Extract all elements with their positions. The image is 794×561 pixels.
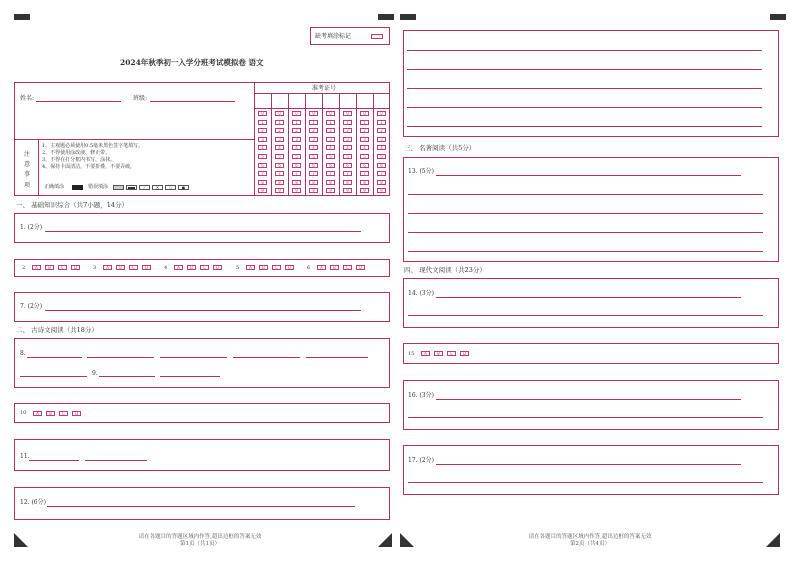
exam-digit-bubble[interactable]: 5 xyxy=(360,154,369,159)
note-2: 2、不得使用涂改液、修正带。 xyxy=(42,150,111,156)
info-vertical-divider xyxy=(254,82,255,196)
exam-digit-bubble[interactable]: 1 xyxy=(360,120,369,125)
mc-option-a[interactable]: A xyxy=(103,265,112,270)
q12-answer-line[interactable] xyxy=(47,506,355,507)
mc-option-b[interactable]: B xyxy=(259,265,268,270)
registration-mark-top-center-right xyxy=(400,14,416,20)
exam-digit-bubble[interactable]: 9 xyxy=(258,188,267,193)
exam-digit-bubble[interactable]: 1 xyxy=(292,120,301,125)
note-4: 4、保持卡面清洁，不要折叠，不要弄破。 xyxy=(42,164,136,170)
mc-option-c[interactable]: C xyxy=(129,265,138,270)
exam-digit-bubble[interactable]: 7 xyxy=(275,171,284,176)
exam-digit-bubble[interactable]: 6 xyxy=(292,163,301,168)
exam-grid-column-divider xyxy=(322,93,323,196)
mc-option-d[interactable]: D xyxy=(142,265,151,270)
exam-digit-bubble[interactable]: 2 xyxy=(292,128,301,133)
left-footer xyxy=(100,534,300,549)
section-2-heading: 二、 古诗文阅读（共18分） xyxy=(16,326,98,334)
exam-grid-column-divider xyxy=(356,93,357,196)
mc-option-d[interactable]: D xyxy=(71,265,80,270)
exam-digit-bubble[interactable]: 2 xyxy=(343,128,352,133)
wrong-fill-sample-circle: ○ xyxy=(165,185,176,190)
q12-continuation-line[interactable] xyxy=(407,69,762,70)
exam-digit-bubble[interactable]: 1 xyxy=(326,120,335,125)
exam-digit-bubble[interactable]: 4 xyxy=(343,145,352,150)
exam-digit-bubble[interactable]: 2 xyxy=(377,128,386,133)
mc-option-c[interactable]: C xyxy=(58,265,67,270)
exam-digit-bubble[interactable]: 6 xyxy=(309,163,318,168)
q17-line-1[interactable] xyxy=(436,464,741,465)
q8-line-3[interactable] xyxy=(160,357,227,358)
q10-option-d[interactable]: D xyxy=(72,411,81,416)
left-footer-notice: 请在各题目的答题区域内作答,超出边框的答案无效 xyxy=(138,534,262,540)
class-field[interactable] xyxy=(150,101,235,102)
exam-digit-bubble[interactable]: 1 xyxy=(275,120,284,125)
exam-digit-bubble[interactable]: 9 xyxy=(326,188,335,193)
exam-digit-bubble[interactable]: 8 xyxy=(377,180,386,185)
section-4-heading: 四、 现代文阅读（共23分） xyxy=(404,266,486,274)
absent-mark-bubble[interactable] xyxy=(371,34,383,39)
q12-label: 12. (6分) xyxy=(20,499,46,506)
q15-option-a[interactable]: A xyxy=(421,351,430,356)
exam-digit-bubble[interactable]: 4 xyxy=(258,145,267,150)
left-footer-page: 第1页（共1页） xyxy=(180,541,220,548)
mc-question-number: 4 xyxy=(164,265,168,271)
exam-digit-bubble[interactable]: 6 xyxy=(258,163,267,168)
q10-option-b[interactable]: B xyxy=(46,411,55,416)
q8-line-2[interactable] xyxy=(87,357,154,358)
exam-digit-bubble[interactable]: 4 xyxy=(377,145,386,150)
exam-digit-bubble[interactable]: 9 xyxy=(377,188,386,193)
mc-question-number: 3 xyxy=(93,265,97,271)
mc-option-d[interactable]: D xyxy=(356,265,365,270)
exam-digit-bubble[interactable]: 8 xyxy=(326,180,335,185)
wrong-fill-sample-half xyxy=(113,185,124,190)
registration-mark-top-center-left xyxy=(378,14,394,20)
q8-line-5[interactable] xyxy=(306,357,368,358)
registration-mark-top-right xyxy=(770,14,786,20)
q15-box xyxy=(403,343,779,364)
exam-digit-bubble[interactable]: 0 xyxy=(309,111,318,116)
section-3-heading: 三、 名著阅读（共5分） xyxy=(404,144,476,152)
mc-option-c[interactable]: C xyxy=(200,265,209,270)
exam-digit-bubble[interactable]: 5 xyxy=(377,154,386,159)
q11-box xyxy=(14,439,390,471)
mc-option-a[interactable]: A xyxy=(246,265,255,270)
mc-option-c[interactable]: C xyxy=(343,265,352,270)
exam-digit-bubble[interactable]: 5 xyxy=(343,154,352,159)
q12-continuation-line[interactable] xyxy=(407,50,762,51)
exam-digit-bubble[interactable]: 7 xyxy=(309,171,318,176)
exam-grid-column-divider xyxy=(271,93,272,196)
mc-question-number: 6 xyxy=(307,265,311,271)
q10-label: 10 xyxy=(20,410,27,416)
q14-label: 14. (3分) xyxy=(408,290,434,297)
q8-label: 8. xyxy=(20,350,26,357)
wrong-fill-sample-cross: ✕ xyxy=(152,185,163,190)
q16-label: 16. (3分) xyxy=(408,392,434,399)
q15-option-c[interactable]: C xyxy=(447,351,456,356)
q9-label: 9. xyxy=(92,370,98,377)
q10-option-a[interactable]: A xyxy=(33,411,42,416)
q7-label: 7. (2分) xyxy=(20,303,43,310)
exam-digit-bubble[interactable]: 5 xyxy=(258,154,267,159)
exam-digit-bubble[interactable]: 3 xyxy=(326,137,335,142)
q8-line-6[interactable] xyxy=(20,376,87,377)
exam-digit-bubble[interactable]: 2 xyxy=(258,128,267,133)
exam-digit-bubble[interactable]: 6 xyxy=(343,163,352,168)
exam-digit-bubble[interactable]: 1 xyxy=(343,120,352,125)
exam-digit-bubble[interactable]: 5 xyxy=(292,154,301,159)
q1-answer-line[interactable] xyxy=(45,231,361,232)
exam-digit-bubble[interactable]: 8 xyxy=(292,180,301,185)
exam-digit-bubble[interactable]: 4 xyxy=(360,145,369,150)
q7-box xyxy=(14,292,390,322)
exam-digit-bubble[interactable]: 0 xyxy=(275,111,284,116)
exam-digit-bubble[interactable]: 8 xyxy=(343,180,352,185)
exam-digit-bubble[interactable]: 9 xyxy=(275,188,284,193)
exam-digit-bubble[interactable]: 1 xyxy=(309,120,318,125)
exam-digit-bubble[interactable]: 3 xyxy=(275,137,284,142)
exam-digit-bubble[interactable]: 0 xyxy=(377,111,386,116)
q13-box xyxy=(403,157,779,262)
exam-grid-column-divider xyxy=(305,93,306,196)
exam-digit-bubble[interactable]: 8 xyxy=(258,180,267,185)
q12-continuation-line[interactable] xyxy=(407,88,762,89)
exam-digit-bubble[interactable]: 8 xyxy=(360,180,369,185)
correct-fill-label: 正确填涂 xyxy=(44,184,65,190)
q13-line-4[interactable] xyxy=(408,232,763,233)
exam-digit-bubble[interactable]: 1 xyxy=(377,120,386,125)
exam-digit-bubble[interactable]: 0 xyxy=(343,111,352,116)
right-footer xyxy=(490,534,690,549)
mc-option-b[interactable]: B xyxy=(116,265,125,270)
q11-label: 11. xyxy=(20,453,30,460)
q13-label: 13. (5分) xyxy=(408,168,434,175)
q14-line-1[interactable] xyxy=(436,297,741,298)
exam-digit-bubble[interactable]: 3 xyxy=(292,137,301,142)
exam-digit-bubble[interactable]: 6 xyxy=(360,163,369,168)
registration-triangle-bottom-center-right xyxy=(400,533,414,547)
correct-fill-sample xyxy=(72,185,83,190)
right-footer-notice: 请在各题目的答题区域内作答,超出边框的答案无效 xyxy=(528,534,652,540)
name-label: 姓名: xyxy=(20,95,35,102)
q15-label: 15 xyxy=(408,351,415,357)
mc-option-d[interactable]: D xyxy=(213,265,222,270)
exam-digit-bubble[interactable]: 8 xyxy=(309,180,318,185)
exam-digit-bubble[interactable]: 2 xyxy=(275,128,284,133)
wrong-fill-sample-dot: ● xyxy=(178,185,189,190)
q1-label: 1. (2分) xyxy=(20,224,43,231)
exam-digit-bubble[interactable]: 1 xyxy=(258,120,267,125)
note-3: 3、不得在打分框内书写、涂抹。 xyxy=(42,157,116,163)
mc-option-a[interactable]: A xyxy=(317,265,326,270)
exam-digit-bubble[interactable]: 3 xyxy=(377,137,386,142)
q16-line-2[interactable] xyxy=(408,417,763,418)
exam-digit-bubble[interactable]: 2 xyxy=(360,128,369,133)
q12-continuation-box xyxy=(403,30,779,137)
exam-digit-bubble[interactable]: 3 xyxy=(343,137,352,142)
exam-digit-bubble[interactable]: 7 xyxy=(326,171,335,176)
q7-answer-line[interactable] xyxy=(45,310,361,311)
exam-number-label: 准考证号 xyxy=(312,85,337,92)
q16-box xyxy=(403,380,779,430)
q8-line-4[interactable] xyxy=(233,357,300,358)
q11-line-1[interactable] xyxy=(29,460,79,461)
exam-digit-bubble[interactable]: 7 xyxy=(377,171,386,176)
q12-box xyxy=(14,487,390,520)
registration-triangle-bottom-center-left xyxy=(378,533,392,547)
exam-digit-bubble[interactable]: 0 xyxy=(360,111,369,116)
q11-line-2[interactable] xyxy=(85,460,147,461)
mc-question-number: 2 xyxy=(22,265,26,271)
class-label: 班级: xyxy=(133,95,148,102)
name-field[interactable] xyxy=(36,101,121,102)
q12-continuation-line[interactable] xyxy=(407,107,762,108)
mc-option-b[interactable]: B xyxy=(45,265,54,270)
exam-digit-bubble[interactable]: 7 xyxy=(258,171,267,176)
page-title: 2024年秋季初一入学分班考试模拟卷 语文 xyxy=(120,58,264,67)
q13-line-2[interactable] xyxy=(408,194,763,195)
q8-line-1[interactable] xyxy=(27,357,82,358)
section-1-heading: 一、 基础知识综合（共7小题，14分） xyxy=(16,201,128,209)
mc-option-c[interactable]: C xyxy=(272,265,281,270)
q13-line-3[interactable] xyxy=(408,213,763,214)
right-footer-page: 第2页（共4页） xyxy=(570,541,610,548)
exam-digit-bubble[interactable]: 7 xyxy=(343,171,352,176)
q9-line-2[interactable] xyxy=(160,376,220,377)
exam-digit-bubble[interactable]: 4 xyxy=(275,145,284,150)
exam-digit-bubble[interactable]: 8 xyxy=(275,180,284,185)
exam-digit-bubble[interactable]: 6 xyxy=(326,163,335,168)
q17-line-2[interactable] xyxy=(408,482,763,483)
mc-option-a[interactable]: A xyxy=(174,265,183,270)
exam-digit-bubble[interactable]: 5 xyxy=(275,154,284,159)
registration-mark-top-left xyxy=(14,14,30,20)
exam-digit-bubble[interactable]: 9 xyxy=(343,188,352,193)
q14-box xyxy=(403,278,779,328)
exam-digit-bubble[interactable]: 3 xyxy=(309,137,318,142)
registration-triangle-bottom-right xyxy=(766,533,780,547)
exam-digit-bubble[interactable]: 9 xyxy=(292,188,301,193)
exam-digit-bubble[interactable]: 9 xyxy=(360,188,369,193)
wrong-fill-label: 错误填涂 xyxy=(88,184,109,190)
notes-divider xyxy=(38,139,39,196)
q8-9-box xyxy=(14,338,390,388)
exam-digit-bubble[interactable]: 4 xyxy=(309,145,318,150)
q13-line-1[interactable] xyxy=(436,175,741,176)
absent-mark-label: 缺考填涂标记 xyxy=(315,33,352,40)
exam-digit-bubble[interactable]: 4 xyxy=(292,145,301,150)
exam-grid-column-divider xyxy=(288,93,289,196)
mc-option-b[interactable]: B xyxy=(330,265,339,270)
exam-grid-column-divider xyxy=(339,93,340,196)
exam-digit-bubble[interactable]: 4 xyxy=(326,145,335,150)
q9-line-1[interactable] xyxy=(99,376,155,377)
exam-digit-bubble[interactable]: 9 xyxy=(309,188,318,193)
q14-line-2[interactable] xyxy=(408,315,763,316)
q13-line-5[interactable] xyxy=(408,251,763,252)
mc-option-b[interactable]: B xyxy=(187,265,196,270)
exam-digit-bubble[interactable]: 0 xyxy=(258,111,267,116)
exam-digit-bubble[interactable]: 0 xyxy=(292,111,301,116)
exam-digit-bubble[interactable]: 6 xyxy=(377,163,386,168)
exam-digit-bubble[interactable]: 2 xyxy=(309,128,318,133)
exam-digit-bubble[interactable]: 2 xyxy=(326,128,335,133)
mc-option-a[interactable]: A xyxy=(32,265,41,270)
exam-digit-bubble[interactable]: 5 xyxy=(326,154,335,159)
mc-option-d[interactable]: D xyxy=(285,265,294,270)
exam-grid-column-divider xyxy=(373,93,374,196)
q17-label: 17. (2分) xyxy=(408,457,434,464)
notes-label: 注意事项 xyxy=(23,151,30,189)
exam-digit-bubble[interactable]: 6 xyxy=(275,163,284,168)
note-1: 1、主观题必须使用0.5毫米黑色签字笔填写。 xyxy=(42,143,144,149)
q16-line-1[interactable] xyxy=(436,399,741,400)
absent-mark-box xyxy=(310,27,390,45)
q17-box xyxy=(403,445,779,495)
exam-digit-bubble[interactable]: 7 xyxy=(292,171,301,176)
mc-question-number: 5 xyxy=(236,265,240,271)
exam-digit-bubble[interactable]: 7 xyxy=(360,171,369,176)
q1-box xyxy=(14,213,390,243)
q15-option-b[interactable]: B xyxy=(434,351,443,356)
exam-digit-bubble[interactable]: 3 xyxy=(258,137,267,142)
registration-triangle-bottom-left xyxy=(14,533,28,547)
exam-digit-bubble[interactable]: 3 xyxy=(360,137,369,142)
wrong-fill-sample-check: ✓ xyxy=(139,185,150,190)
q12-continuation-line[interactable] xyxy=(407,126,762,127)
q15-option-d[interactable]: D xyxy=(460,351,469,356)
exam-digit-bubble[interactable]: 5 xyxy=(309,154,318,159)
q10-option-c[interactable]: C xyxy=(59,411,68,416)
q10-box xyxy=(14,403,390,423)
exam-digit-bubble[interactable]: 0 xyxy=(326,111,335,116)
info-divider xyxy=(14,139,255,140)
